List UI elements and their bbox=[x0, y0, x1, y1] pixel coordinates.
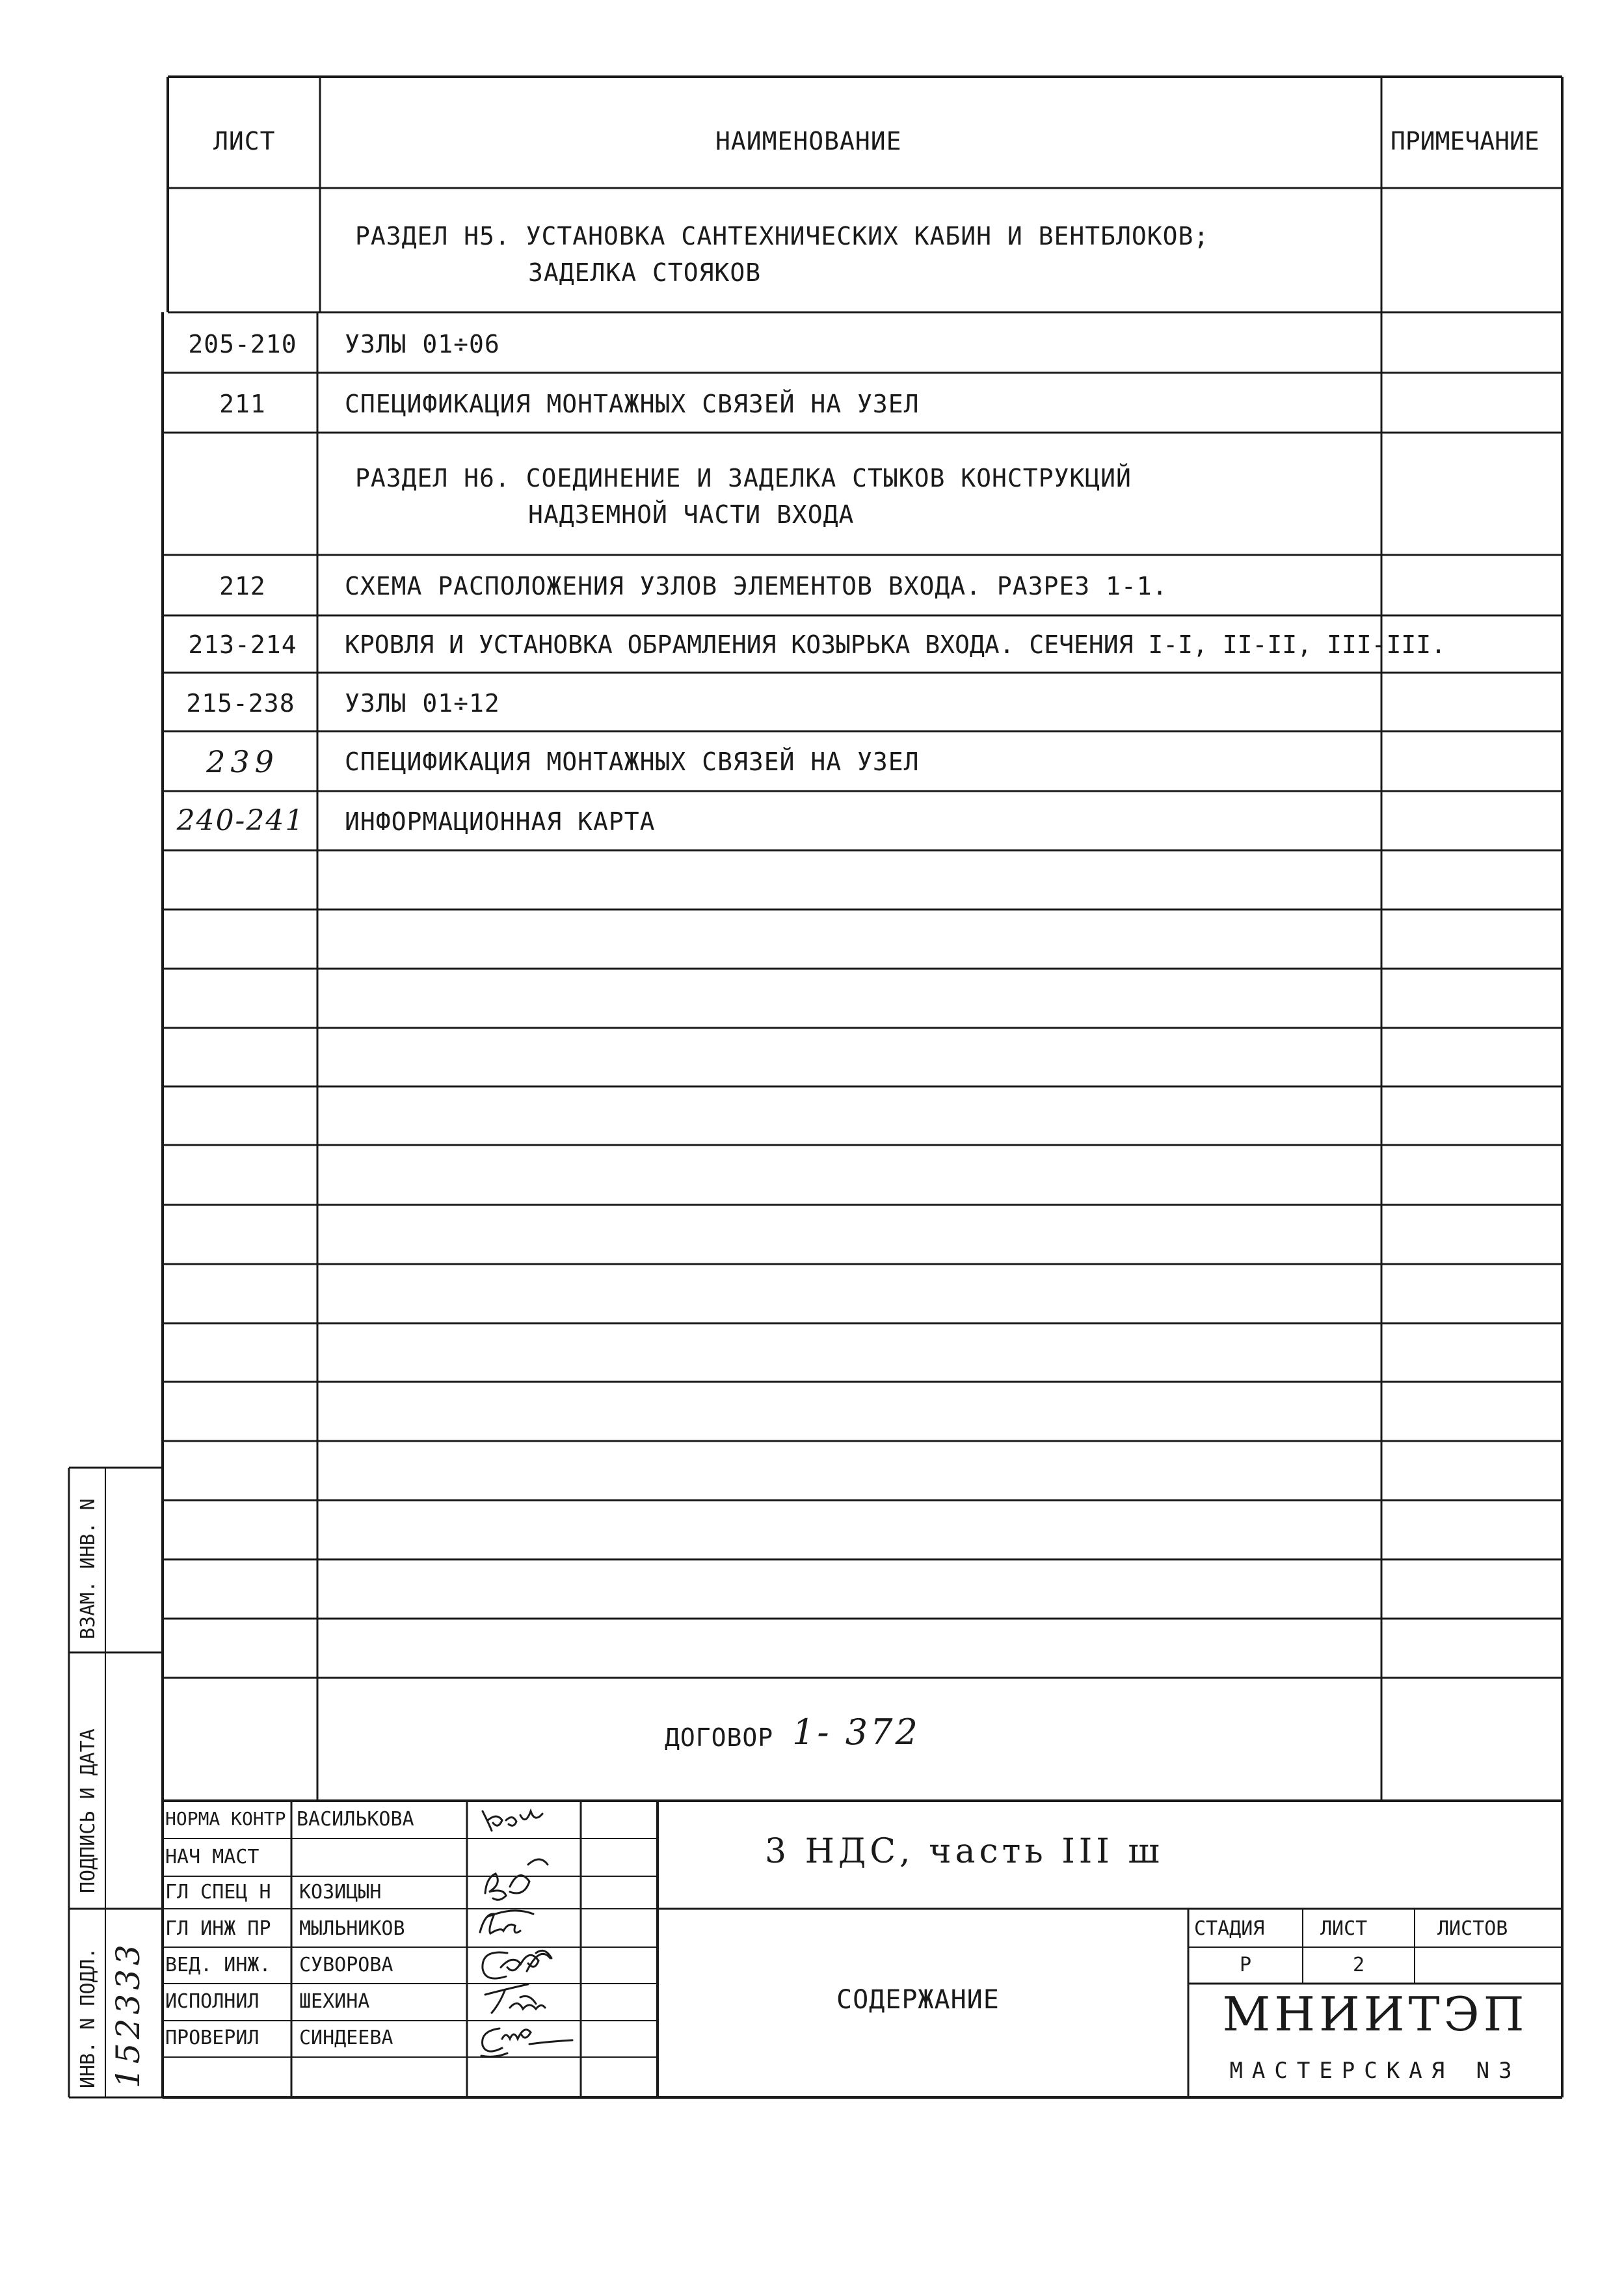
row-sheet-number: 239 bbox=[206, 744, 279, 779]
row-title: СХЕМА РАСПОЛОЖЕНИЯ УЗЛОВ ЭЛЕМЕНТОВ ВХОДА. РАЗРЕЗ 1-1. bbox=[345, 572, 1168, 600]
row-sheet-number: 213-214 bbox=[188, 630, 297, 659]
sheet-label: ЛИСТ bbox=[1320, 1917, 1368, 1940]
contract-label: ДОГОВОР bbox=[665, 1723, 774, 1752]
stamp-sign-date: ПОДПИСЬ И ДАТА bbox=[77, 1729, 100, 1893]
role-label: ГЛ СПЕЦ Н bbox=[165, 1881, 271, 1904]
role-label: ВЕД. ИНЖ. bbox=[165, 1954, 271, 1976]
stage-value: Р bbox=[1239, 1954, 1252, 1976]
row-title: СПЕЦИФИКАЦИЯ МОНТАЖНЫХ СВЯЗЕЙ НА УЗЕЛ bbox=[345, 748, 920, 776]
document-title: СОДЕРЖАНИЕ bbox=[836, 1985, 1000, 2015]
person-name: КОЗИЦЫН bbox=[299, 1881, 382, 1904]
row-title: СПЕЦИФИКАЦИЯ МОНТАЖНЫХ СВЯЗЕЙ НА УЗЕЛ bbox=[345, 390, 920, 418]
stamp-inv-original-value: 152333 bbox=[109, 1941, 147, 2088]
section-h6-title: РАЗДЕЛ Н6. СОЕДИНЕНИЕ И ЗАДЕЛКА СТЫКОВ КОНСТРУКЦИЙ bbox=[355, 464, 1132, 492]
section-h6-title-line2: НАДЗЕМНОЙ ЧАСТИ ВХОДА bbox=[528, 500, 855, 529]
row-title: КРОВЛЯ И УСТАНОВКА ОБРАМЛЕНИЯ КОЗЫРЬКА ВХОДА. СЕЧЕНИЯ I-I, II-II, III-III. bbox=[345, 630, 1446, 659]
role-label: НАЧ МАСТ bbox=[165, 1846, 260, 1868]
row-title: УЗЛЫ 01÷12 bbox=[345, 689, 500, 718]
row-sheet-number: 240-241 bbox=[176, 804, 305, 837]
signatures-image bbox=[468, 1802, 582, 2097]
stage-label: СТАДИЯ bbox=[1194, 1917, 1265, 1940]
person-name: СИНДЕЕВА bbox=[299, 2027, 393, 2049]
project-code: 3 НДС, часть III ш bbox=[765, 1832, 1164, 1871]
row-sheet-number: 212 bbox=[219, 572, 266, 600]
role-label: ГЛ ИНЖ ПР bbox=[165, 1917, 271, 1940]
stamp-inv-original: ИНВ. N ПОДЛ. bbox=[77, 1947, 100, 2088]
stamp-inv-replace: ВЗАМ. ИНВ. N bbox=[77, 1498, 100, 1639]
sheets-label: ЛИСТОВ bbox=[1437, 1917, 1508, 1940]
row-sheet-number: 215-238 bbox=[186, 689, 295, 718]
contract-number: 1- 372 bbox=[792, 1712, 920, 1753]
row-title: ИНФОРМАЦИОННАЯ КАРТА bbox=[345, 807, 656, 836]
person-name: МЫЛЬНИКОВ bbox=[299, 1917, 405, 1940]
role-label: ИСПОЛНИЛ bbox=[165, 1990, 260, 2013]
column-header-sheet: ЛИСТ bbox=[213, 127, 276, 155]
section-h5-title: РАЗДЕЛ Н5. УСТАНОВКА САНТЕХНИЧЕСКИХ КАБИН И ВЕНТБЛОКОВ; bbox=[355, 222, 1210, 250]
sheet-value: 2 bbox=[1352, 1954, 1365, 1976]
workshop-name: МАСТЕРСКАЯ N3 bbox=[1229, 2058, 1521, 2084]
column-header-name: НАИМЕНОВАНИЕ bbox=[715, 127, 902, 155]
section-h5-title-line2: ЗАДЕЛКА СТОЯКОВ bbox=[528, 258, 762, 287]
row-sheet-number: 211 bbox=[219, 390, 266, 418]
person-name: СУВОРОВА bbox=[299, 1954, 393, 1976]
person-name: ВАСИЛЬКОВА bbox=[297, 1808, 414, 1831]
person-name: ШЕХИНА bbox=[299, 1990, 370, 2013]
role-label: НОРМА КОНТР bbox=[165, 1808, 286, 1829]
row-sheet-number: 205-210 bbox=[188, 330, 297, 358]
row-title: УЗЛЫ 01÷06 bbox=[345, 330, 500, 358]
role-label: ПРОВЕРИЛ bbox=[165, 2027, 260, 2049]
organization-name: МНИИТЭП bbox=[1222, 1987, 1528, 2041]
column-header-note: ПРИМЕЧАНИЕ bbox=[1391, 127, 1539, 155]
